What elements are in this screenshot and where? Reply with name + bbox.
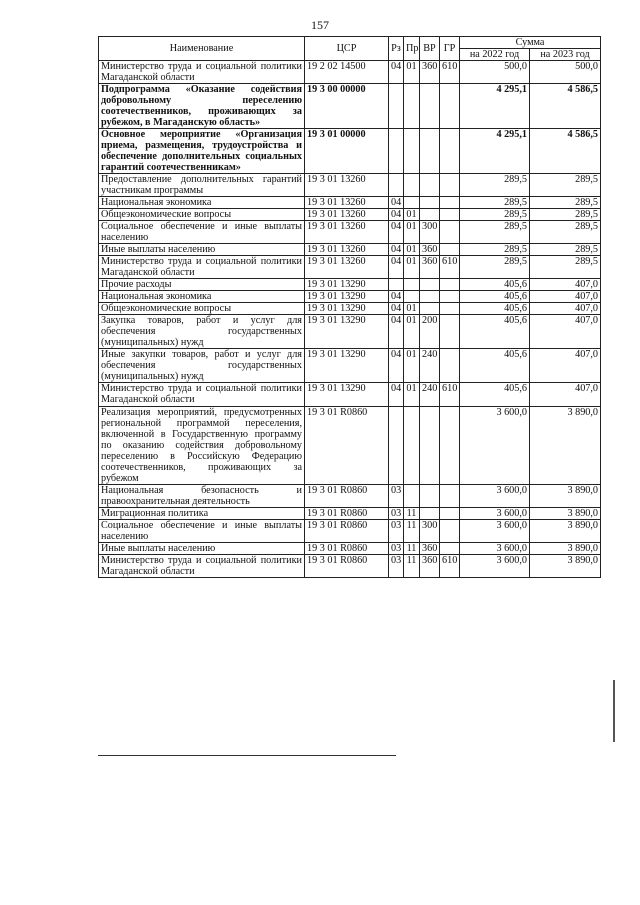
row-amount-2022: 289,5 — [460, 221, 530, 244]
row-gr — [440, 542, 460, 554]
row-vr: 360 — [420, 61, 440, 84]
row-name: Подпрограмма «Оказание содействия добровольному переселению соотечественников, проживающих за рубежом, в Магаданскую область» — [99, 84, 305, 129]
row-amount-2022: 405,6 — [460, 291, 530, 303]
row-vr: 300 — [420, 221, 440, 244]
row-vr — [420, 129, 440, 174]
row-rz: 04 — [389, 197, 404, 209]
row-gr — [440, 303, 460, 315]
table-row — [99, 279, 601, 291]
table-row — [99, 291, 601, 303]
row-gr — [440, 84, 460, 129]
row-pr: 11 — [404, 507, 420, 519]
row-csr: 19 3 01 13290 — [305, 303, 389, 315]
row-gr — [440, 349, 460, 383]
table-row — [99, 209, 601, 221]
row-vr: 360 — [420, 554, 440, 577]
row-amount-2022: 500,0 — [460, 61, 530, 84]
row-gr — [440, 209, 460, 221]
header-gr: ГР — [440, 37, 460, 61]
row-amount-2023: 289,5 — [530, 174, 601, 197]
row-csr: 19 3 00 00000 — [305, 84, 389, 129]
row-gr — [440, 174, 460, 197]
row-gr — [440, 197, 460, 209]
row-name: Миграционная политика — [99, 507, 305, 519]
header-row-top — [99, 37, 601, 49]
row-name: Социальное обеспечение и иные выплаты населению — [99, 519, 305, 542]
table-row — [99, 406, 601, 484]
row-name: Национальная безопасность и правоохранительная деятельность — [99, 484, 305, 507]
table-row — [99, 84, 601, 129]
row-amount-2022: 3 600,0 — [460, 507, 530, 519]
row-vr: 240 — [420, 349, 440, 383]
row-amount-2023: 3 890,0 — [530, 484, 601, 507]
header-rz: Рз — [389, 37, 404, 61]
row-rz: 04 — [389, 244, 404, 256]
row-vr — [420, 291, 440, 303]
row-pr — [404, 406, 420, 484]
row-gr — [440, 315, 460, 349]
row-name: Министерство труда и социальной политики Магаданской области — [99, 61, 305, 84]
row-gr: 610 — [440, 61, 460, 84]
header-sum: Сумма — [460, 37, 601, 49]
row-pr — [404, 291, 420, 303]
row-amount-2022: 405,6 — [460, 349, 530, 383]
row-name: Иные закупки товаров, работ и услуг для обеспечения государственных (муниципальных) нужд — [99, 349, 305, 383]
row-csr: 19 3 01 13290 — [305, 291, 389, 303]
row-pr — [404, 484, 420, 507]
row-rz: 04 — [389, 209, 404, 221]
row-gr — [440, 221, 460, 244]
row-pr — [404, 174, 420, 197]
row-rz: 04 — [389, 256, 404, 279]
row-csr: 19 3 01 13260 — [305, 244, 389, 256]
row-amount-2023: 4 586,5 — [530, 84, 601, 129]
row-vr — [420, 197, 440, 209]
row-amount-2022: 405,6 — [460, 315, 530, 349]
row-amount-2022: 289,5 — [460, 244, 530, 256]
table-row — [99, 197, 601, 209]
header-pr: Пр — [404, 37, 420, 61]
row-rz: 04 — [389, 383, 404, 406]
row-amount-2022: 3 600,0 — [460, 554, 530, 577]
row-vr — [420, 279, 440, 291]
row-amount-2023: 3 890,0 — [530, 519, 601, 542]
row-pr: 11 — [404, 554, 420, 577]
row-amount-2023: 407,0 — [530, 303, 601, 315]
row-name: Министерство труда и социальной политики Магаданской области — [99, 383, 305, 406]
table-row — [99, 519, 601, 542]
row-amount-2022: 289,5 — [460, 256, 530, 279]
row-name: Общеэкономические вопросы — [99, 209, 305, 221]
row-gr: 610 — [440, 554, 460, 577]
row-rz — [389, 129, 404, 174]
table-row — [99, 174, 601, 197]
row-gr — [440, 129, 460, 174]
row-name: Прочие расходы — [99, 279, 305, 291]
row-gr — [440, 244, 460, 256]
scan-edge-mark — [613, 680, 615, 742]
row-csr: 19 3 01 13290 — [305, 279, 389, 291]
table-row — [99, 554, 601, 577]
row-pr: 01 — [404, 256, 420, 279]
row-amount-2023: 4 586,5 — [530, 129, 601, 174]
row-vr — [420, 209, 440, 221]
page-number: 157 — [311, 18, 329, 32]
table-row — [99, 349, 601, 383]
row-amount-2022: 405,6 — [460, 279, 530, 291]
row-vr — [420, 406, 440, 484]
row-rz: 03 — [389, 507, 404, 519]
row-amount-2022: 289,5 — [460, 174, 530, 197]
row-name: Министерство труда и социальной политики Магаданской области — [99, 256, 305, 279]
row-csr: 19 3 01 13260 — [305, 174, 389, 197]
row-rz — [389, 84, 404, 129]
row-csr: 19 3 01 13260 — [305, 221, 389, 244]
row-amount-2023: 289,5 — [530, 209, 601, 221]
row-pr: 01 — [404, 349, 420, 383]
row-vr — [420, 507, 440, 519]
header-year-2022: на 2022 год — [460, 49, 530, 61]
row-vr: 240 — [420, 383, 440, 406]
row-amount-2023: 289,5 — [530, 256, 601, 279]
row-name: Национальная экономика — [99, 197, 305, 209]
row-name: Общеэкономические вопросы — [99, 303, 305, 315]
header-name: Наименование — [99, 37, 305, 61]
row-pr: 11 — [404, 519, 420, 542]
row-amount-2023: 407,0 — [530, 383, 601, 406]
bottom-rule — [98, 755, 396, 756]
row-csr: 19 3 01 13260 — [305, 256, 389, 279]
row-amount-2023: 500,0 — [530, 61, 601, 84]
row-vr — [420, 484, 440, 507]
header-vr: ВР — [420, 37, 440, 61]
row-rz: 04 — [389, 61, 404, 84]
header-csr: ЦСР — [305, 37, 389, 61]
row-amount-2022: 289,5 — [460, 209, 530, 221]
table-row — [99, 383, 601, 406]
row-amount-2023: 3 890,0 — [530, 542, 601, 554]
row-rz: 03 — [389, 554, 404, 577]
row-amount-2022: 405,6 — [460, 383, 530, 406]
row-csr: 19 3 01 13260 — [305, 209, 389, 221]
row-name: Предоставление дополнительных гарантий участникам программы — [99, 174, 305, 197]
row-vr: 360 — [420, 256, 440, 279]
row-gr: 610 — [440, 383, 460, 406]
row-name: Социальное обеспечение и иные выплаты населению — [99, 221, 305, 244]
row-gr — [440, 279, 460, 291]
row-rz — [389, 406, 404, 484]
row-name: Иные выплаты населению — [99, 542, 305, 554]
row-csr: 19 3 01 13290 — [305, 315, 389, 349]
row-amount-2022: 289,5 — [460, 197, 530, 209]
row-csr: 19 3 01 R0860 — [305, 519, 389, 542]
row-vr — [420, 174, 440, 197]
row-pr: 01 — [404, 61, 420, 84]
row-pr: 01 — [404, 221, 420, 244]
table-row — [99, 61, 601, 84]
table-row — [99, 507, 601, 519]
row-vr — [420, 303, 440, 315]
row-pr: 11 — [404, 542, 420, 554]
row-name: Реализация мероприятий, предусмотренных региональной программой переселения, включенной в Государственную программу по оказанию содействия добровольному переселению в Российскую Федерацию соотечественников, проживающих за рубежом — [99, 406, 305, 484]
row-name: Иные выплаты населению — [99, 244, 305, 256]
table-row — [99, 484, 601, 507]
row-pr: 01 — [404, 209, 420, 221]
table-row — [99, 303, 601, 315]
row-rz: 03 — [389, 542, 404, 554]
row-rz: 04 — [389, 291, 404, 303]
header-year-2023: на 2023 год — [530, 49, 601, 61]
row-gr — [440, 519, 460, 542]
row-amount-2022: 4 295,1 — [460, 129, 530, 174]
row-pr: 01 — [404, 303, 420, 315]
table-row — [99, 315, 601, 349]
row-vr: 360 — [420, 244, 440, 256]
row-csr: 19 3 01 R0860 — [305, 542, 389, 554]
row-gr — [440, 484, 460, 507]
row-amount-2023: 289,5 — [530, 197, 601, 209]
row-name: Закупка товаров, работ и услуг для обеспечения государственных (муниципальных) нужд — [99, 315, 305, 349]
row-csr: 19 3 01 R0860 — [305, 406, 389, 484]
row-csr: 19 3 01 R0860 — [305, 507, 389, 519]
row-csr: 19 3 01 13290 — [305, 383, 389, 406]
row-rz: 03 — [389, 484, 404, 507]
table-row — [99, 256, 601, 279]
row-vr: 200 — [420, 315, 440, 349]
row-amount-2022: 4 295,1 — [460, 84, 530, 129]
row-pr — [404, 84, 420, 129]
row-amount-2023: 3 890,0 — [530, 507, 601, 519]
table-row — [99, 129, 601, 174]
row-name: Основное мероприятие «Организация приема, размещения, трудоустройства и обеспечение дополнительных социальных гарантий соотечественникам» — [99, 129, 305, 174]
row-amount-2023: 3 890,0 — [530, 554, 601, 577]
table-row — [99, 221, 601, 244]
row-amount-2022: 3 600,0 — [460, 519, 530, 542]
row-pr: 01 — [404, 315, 420, 349]
row-vr — [420, 84, 440, 129]
row-amount-2023: 289,5 — [530, 221, 601, 244]
row-amount-2023: 407,0 — [530, 279, 601, 291]
row-pr: 01 — [404, 383, 420, 406]
row-amount-2022: 3 600,0 — [460, 406, 530, 484]
budget-table — [98, 36, 601, 578]
row-vr: 360 — [420, 542, 440, 554]
row-amount-2023: 289,5 — [530, 244, 601, 256]
row-vr: 300 — [420, 519, 440, 542]
row-amount-2022: 405,6 — [460, 303, 530, 315]
row-rz: 04 — [389, 221, 404, 244]
row-name: Национальная экономика — [99, 291, 305, 303]
row-gr — [440, 406, 460, 484]
row-csr: 19 3 01 13260 — [305, 197, 389, 209]
row-rz — [389, 174, 404, 197]
table-row — [99, 542, 601, 554]
row-csr: 19 3 01 13290 — [305, 349, 389, 383]
row-rz — [389, 279, 404, 291]
row-pr — [404, 129, 420, 174]
row-rz: 03 — [389, 519, 404, 542]
row-amount-2023: 3 890,0 — [530, 406, 601, 484]
row-csr: 19 3 01 R0860 — [305, 484, 389, 507]
row-amount-2023: 407,0 — [530, 315, 601, 349]
row-amount-2023: 407,0 — [530, 291, 601, 303]
row-csr: 19 2 02 14500 — [305, 61, 389, 84]
row-amount-2022: 3 600,0 — [460, 484, 530, 507]
row-name: Министерство труда и социальной политики Магаданской области — [99, 554, 305, 577]
row-rz: 04 — [389, 349, 404, 383]
budget-table-body — [99, 61, 601, 578]
row-amount-2022: 3 600,0 — [460, 542, 530, 554]
row-pr — [404, 197, 420, 209]
row-csr: 19 3 01 00000 — [305, 129, 389, 174]
row-gr — [440, 507, 460, 519]
row-gr: 610 — [440, 256, 460, 279]
row-amount-2023: 407,0 — [530, 349, 601, 383]
row-rz: 04 — [389, 315, 404, 349]
row-pr: 01 — [404, 244, 420, 256]
table-row — [99, 244, 601, 256]
row-rz: 04 — [389, 303, 404, 315]
row-csr: 19 3 01 R0860 — [305, 554, 389, 577]
row-pr — [404, 279, 420, 291]
row-gr — [440, 291, 460, 303]
